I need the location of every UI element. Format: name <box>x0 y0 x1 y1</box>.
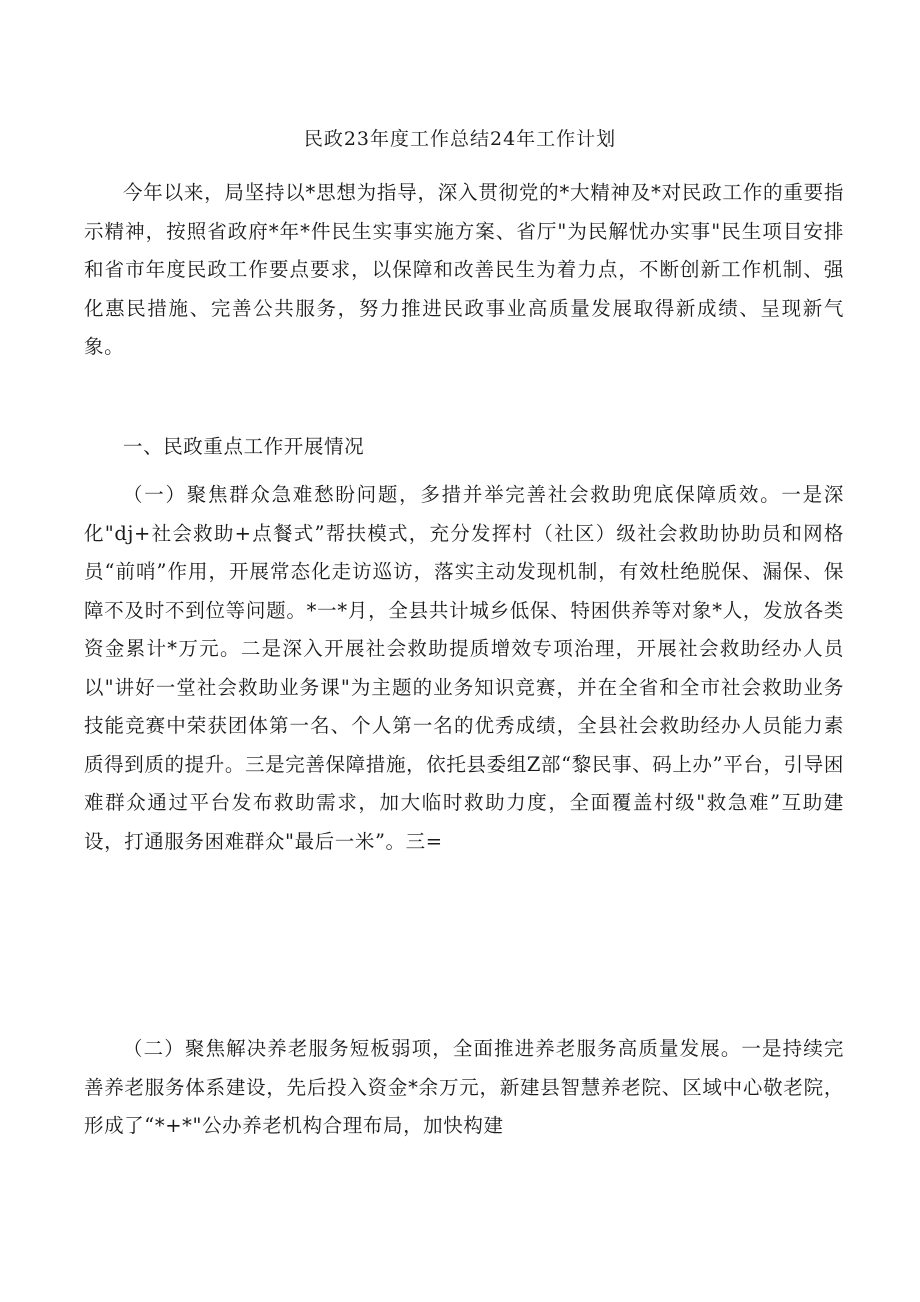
section-heading-1: 一、民政重点工作开展情况 <box>123 435 365 458</box>
intro-paragraph: 今年以来，局坚持以*思想为指导，深入贯彻党的*大精神及*对民政工作的重要指示精神，按照省政府*年*件民生实事实施方案、省厅"为民解忧办实事"民生项目安排和省市年度民政工作要点要求，以保障和改善民生为着力点，不断创新工作机制、强化惠民措施、完善公共服务，努力推进民政事业高质量发展取得新成绩、呈现新气象。 <box>84 181 844 358</box>
paragraph-elderly-care: （二）聚焦解决养老服务短板弱项，全面推进养老服务高质量发展。一是持续完善养老服务体系建设，先后投入资金*余万元，新建县智慧养老院、区域中心敬老院，形成了“*+*"公办养老机构合理布局，加快构建 <box>84 1037 844 1137</box>
document-title: 民政23年度工作总结24年工作计划 <box>303 128 617 150</box>
paragraph-social-assistance: （一）聚焦群众急难愁盼问题，多措并举完善社会救助兜底保障质效。一是深化"dj+社会救助+点餐式”帮扶模式，充分发挥村（社区）级社会救助协助员和网格员“前哨”作用，开展常态化走访巡访，落实主动发现机制，有效杜绝脱保、漏保、保障不及时不到位等问题。*一*月，全县共计城乡低保、特困供养等对象*人，发放各类资金累计*万元。二是深入开展社会救助提质增效专项治理，开展社会救助经办人员以"讲好一堂社会救助业务课"为主题的业务知识竞赛，并在全省和全市社会救助业务技能竞赛中荣获团体第一名、个人第一名的优秀成绩，全县社会救助经办人员能力素质得到质的提升。三是完善保障措施，依托县委组Z部“黎民事、码上办”平台，引导困难群众通过平台发布救助需求，加大临时救助力度，全面覆盖村级"救急难”互助建设，打通服务困难群众"最后一米”。三= <box>84 483 844 853</box>
